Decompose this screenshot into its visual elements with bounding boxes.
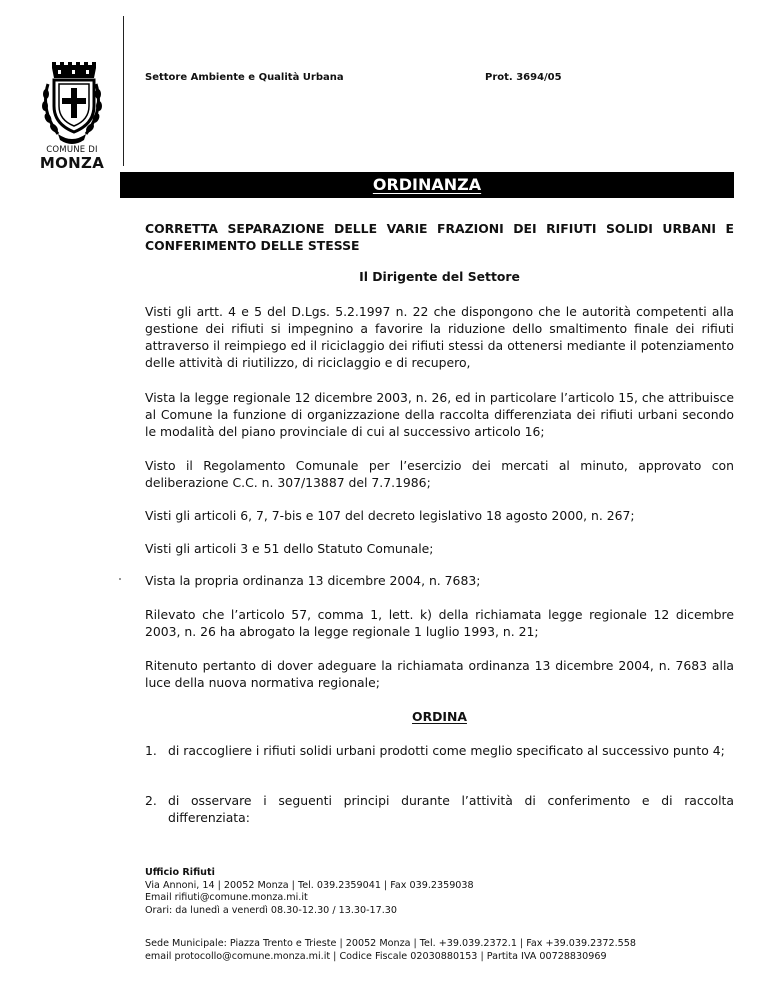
paragraph-1: Visti gli artt. 4 e 5 del D.Lgs. 5.2.1997 n. 22 che dispongono che le autorità competenti alla gestione dei rifiuti si impegnino a favorire la riduzione dello smaltimento finale dei rifiuti attraverso il reimpiego ed il riciclaggio dei rifiuti stessi da ottenersi mediante il potenziamento delle attività di riutilizzo, di riciclaggio e di recupero, — [145, 304, 734, 370]
footer-office-address: Via Annoni, 14 | 20052 Monza | Tel. 039.2359041 | Fax 039.2359038 — [145, 879, 474, 891]
logo-caption — [34, 146, 110, 171]
footer-seat-address: Sede Municipale: Piazza Trento e Trieste | 20052 Monza | Tel. +39.039.2372.1 | Fax +39.039.2372.558 — [145, 938, 636, 949]
logo-caption-city: MONZA — [39, 153, 105, 172]
ordina-heading — [145, 708, 734, 725]
footer-seat-contact: email protocollo@comune.monza.mi.it | Codice Fiscale 02030880153 | Partita IVA 00728830969 — [145, 950, 607, 962]
paragraph-3: Visto il Regolamento Comunale per l’esercizio dei mercati al minuto, approvato con deliberazione C.C. n. 307/13887 del 7.7.1986; — [145, 458, 734, 490]
footer-office — [145, 867, 745, 917]
title-banner — [120, 172, 734, 198]
footer-office-hours: Orari: da lunedì a venerdì 08.30-12.30 / 13.30-17.30 — [145, 904, 398, 916]
coat-of-arms-icon — [38, 62, 106, 146]
sector-label: Settore Ambiente e Qualità Urbana — [145, 72, 344, 83]
order-text: di raccogliere i rifiuti solidi urbani prodotti come meglio specificato al successivo punto 4; — [168, 743, 725, 758]
scan-speck — [119, 578, 121, 580]
order-text: di osservare i seguenti principi durante l’attività di conferimento e di raccolta differenziata: — [168, 793, 734, 825]
footer-seat — [145, 938, 745, 963]
authority-heading: Il Dirigente del Settore — [359, 269, 520, 284]
ordina-heading-text: ORDINA — [412, 709, 467, 724]
logo-caption-small: COMUNE DI — [46, 145, 98, 155]
paragraph-7: Rilevato che l’articolo 57, comma 1, lett. k) della richiamata legge regionale 12 dicembre 2003, n. 26 ha abrogato la legge regionale 1 luglio 1993, n. 21; — [145, 607, 734, 639]
paragraph-2: Vista la legge regionale 12 dicembre 2003, n. 26, ed in particolare l’articolo 15, che attribuisce al Comune la funzione di organizzazione della raccolta differenziata dei rifiuti urbani secondo le modalità del piano provinciale di cui al successivo articolo 16; — [145, 390, 734, 439]
paragraph-8: Ritenuto pertanto di dover adeguare la richiamata ordinanza 13 dicembre 2004, n. 7683 alla luce della nuova normativa regionale; — [145, 658, 734, 690]
paragraph-4: Visti gli articoli 6, 7, 7-bis e 107 del decreto legislativo 18 agosto 2000, n. 267; — [145, 508, 635, 523]
document-title: ORDINANZA — [372, 175, 482, 194]
order-number: 1. — [145, 743, 157, 758]
header-divider — [123, 16, 124, 166]
paragraph-6: Vista la propria ordinanza 13 dicembre 2004, n. 7683; — [145, 573, 481, 588]
protocol-number: Prot. 3694/05 — [485, 72, 562, 83]
footer-office-email: Email rifiuti@comune.monza.mi.it — [145, 892, 308, 903]
footer-office-name: Ufficio Rifiuti — [145, 867, 215, 878]
paragraph-5: Visti gli articoli 3 e 51 dello Statuto Comunale; — [145, 541, 434, 556]
document-subject: CORRETTA SEPARAZIONE DELLE VARIE FRAZIONI DEI RIFIUTI SOLIDI URBANI E CONFERIMENTO DELLE STESSE — [145, 221, 734, 253]
order-number: 2. — [145, 793, 157, 808]
